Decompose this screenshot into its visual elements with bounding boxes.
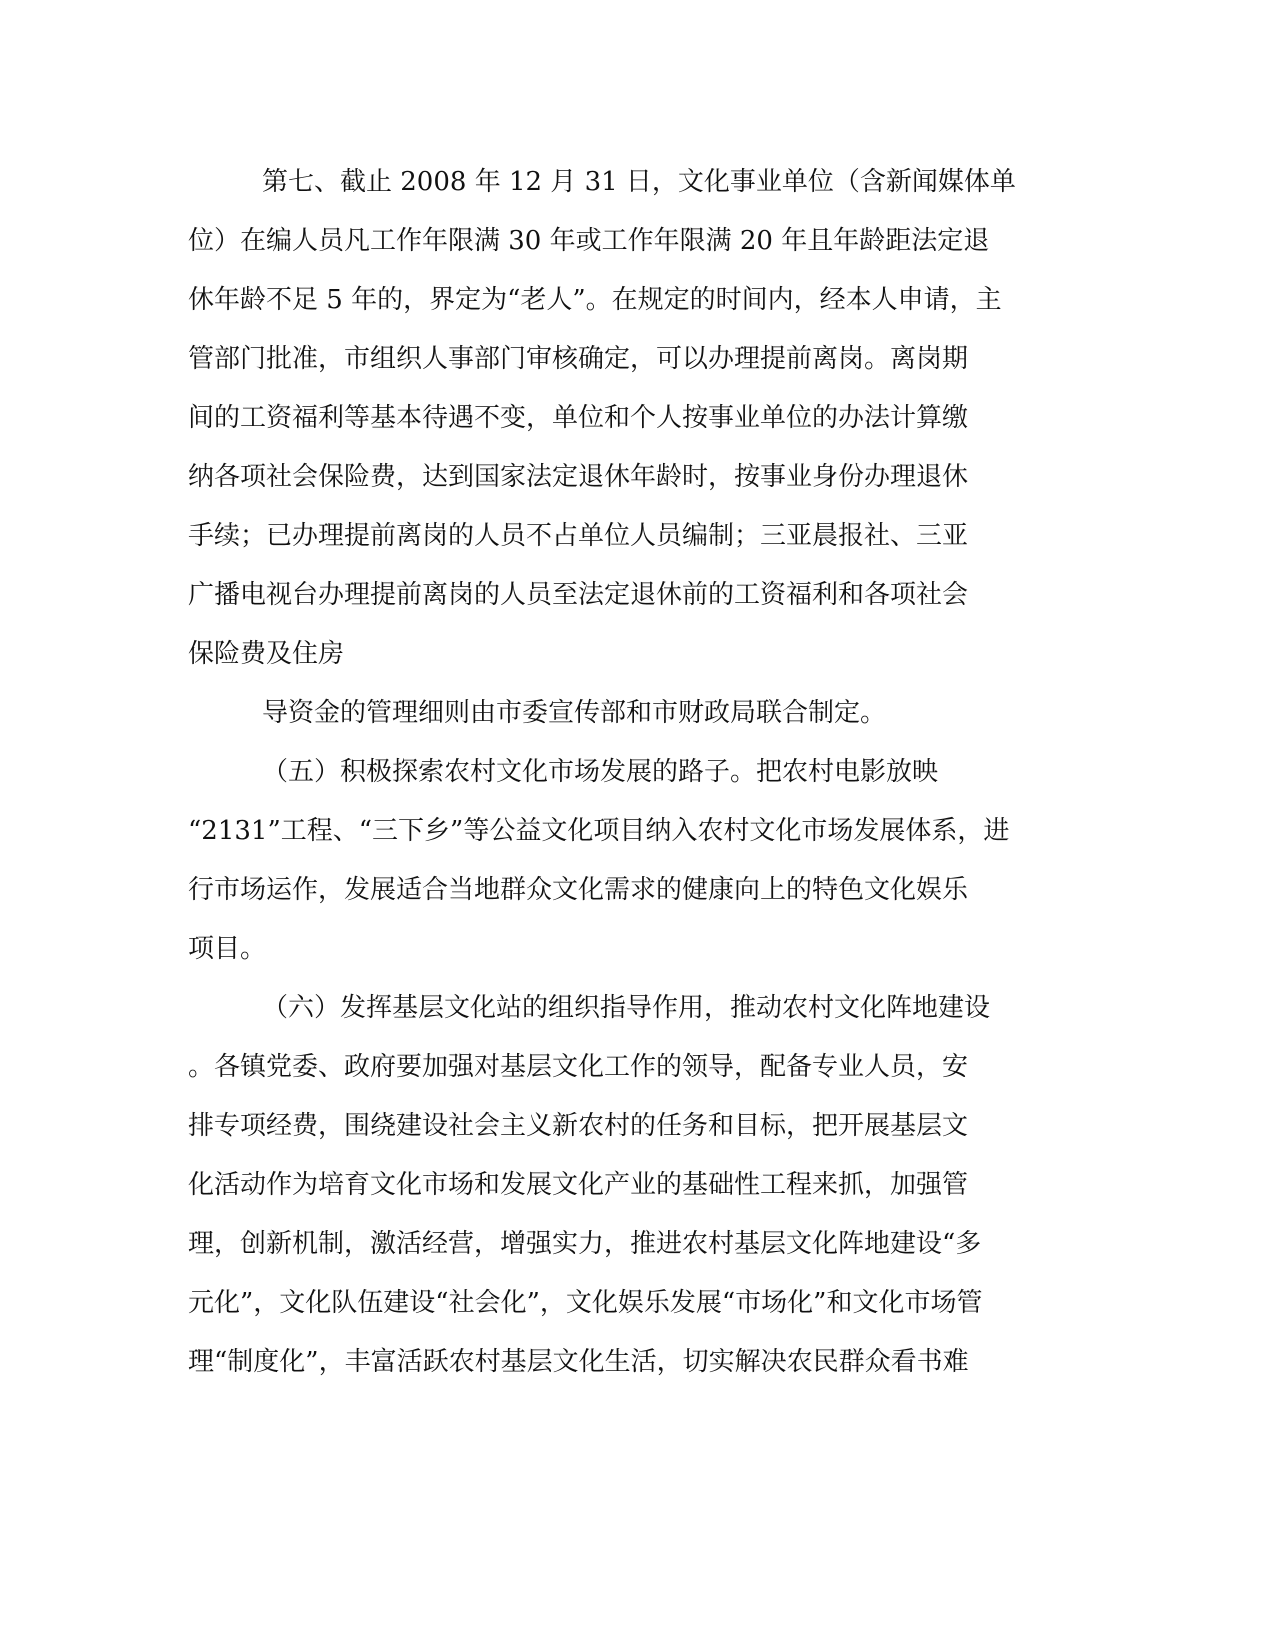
text-line: 位）在编人员凡工作年限满 30 年或工作年限满 20 年且年龄距法定退 (188, 226, 990, 256)
text-line: 理，创新机制，激活经营，增强实力，推进农村基层文化阵地建设“多 (188, 1229, 982, 1259)
text-line: 导资金的管理细则由市委宣传部和市财政局联合制定。 (262, 698, 887, 728)
text-line: 元化”，文化队伍建设“社会化”，文化娱乐发展“市场化”和文化市场管 (188, 1288, 983, 1318)
text-line: （六）发挥基层文化站的组织指导作用，推动农村文化阵地建设 (262, 993, 991, 1023)
text-line: 项目。 (188, 934, 267, 964)
text-line: （五）积极探索农村文化市场发展的路子。把农村电影放映 (262, 757, 939, 787)
text-line: 纳各项社会保险费，达到国家法定退休年龄时，按事业身份办理退休 (188, 462, 969, 492)
text-line: 保险费及住房 (188, 639, 345, 669)
text-line: 排专项经费，围绕建设社会主义新农村的任务和目标，把开展基层文 (188, 1111, 969, 1141)
text-line: 。各镇党委、政府要加强对基层文化工作的领导，配备专业人员，安 (188, 1052, 969, 1082)
text-line: “2131”工程、“三下乡”等公益文化项目纳入农村文化市场发展体系，进 (188, 816, 1010, 846)
text-line: 间的工资福利等基本待遇不变，单位和个人按事业单位的办法计算缴 (188, 403, 969, 433)
text-line: 休年龄不足 5 年的，界定为“老人”。在规定的时间内，经本人申请，主 (188, 285, 1002, 315)
text-line: 化活动作为培育文化市场和发展文化产业的基础性工程来抓，加强管 (188, 1170, 969, 1200)
text-line: 手续；已办理提前离岗的人员不占单位人员编制；三亚晨报社、三亚 (188, 521, 969, 551)
text-line: 第七、截止 2008 年 12 月 31 日，文化事业单位（含新闻媒体单 (262, 167, 1016, 197)
text-line: 理“制度化”，丰富活跃农村基层文化生活，切实解决农民群众看书难 (188, 1347, 969, 1377)
text-line: 行市场运作，发展适合当地群众文化需求的健康向上的特色文化娱乐 (188, 875, 969, 905)
text-line: 管部门批准，市组织人事部门审核确定，可以办理提前离岗。离岗期 (188, 344, 969, 374)
text-line: 广播电视台办理提前离岗的人员至法定退休前的工资福利和各项社会 (188, 580, 969, 610)
